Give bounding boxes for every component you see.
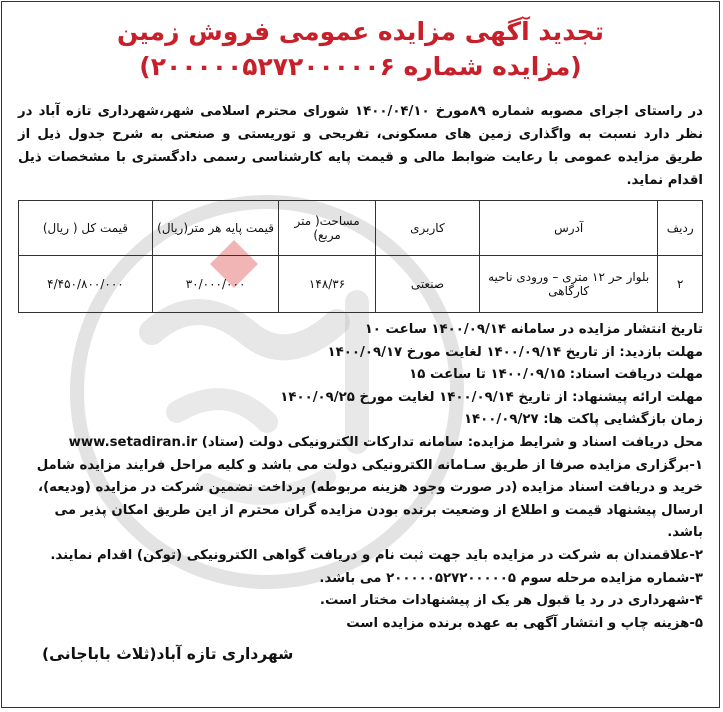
header-area: مساحت( متر مربع) xyxy=(279,201,376,256)
header-base-price: قیمت پایه هر متر(ریال) xyxy=(152,201,278,256)
cell-radif: ۲ xyxy=(658,256,703,313)
condition-item-3: ۳-شماره مزایده مرحله سوم ۲۰۰۰۰۰۵۲۷۲۰۰۰۰۰۵ می باشد. xyxy=(319,570,703,586)
offer-deadline-line: مهلت ارائه پیشنهاد: از تاریخ ۱۴۰۰/۰۹/۱۴ لغایت مورخ ۱۴۰۰/۰۹/۲۵ xyxy=(280,389,703,405)
condition-item-4: ۴-شهرداری در رد یا قبول هر یک از پیشنهادات مختار است. xyxy=(319,593,703,609)
cell-address: بلوار حر ۱۲ متری – ورودی ناحیه کارگاهی xyxy=(479,256,657,313)
cell-usage: صنعتی xyxy=(375,256,479,313)
condition-item-1: ۱-برگزاری مزایده صرفا از طریق سـامانه الکترونیکی دولت می باشد و کلیه مراحل فرایند مزایده شامل خرید و دریافت اسناد مزایده (در صورت وجود هزینه مربوطه) پرداخت تضمین شرکت در مزایده (ودیعه)، ارسال پیشنهاد قیمت و اطلاع از وضعیت برنده بودن مزایده گران محترم از این طریق امکان پذیر می باشد. xyxy=(36,457,703,541)
condition-item-2: ۲-علاقمندان به شرکت در مزایده باید جهت ثبت نام و دریافت گواهی الکترونیکی (توکن) اقدام نمایند. xyxy=(50,547,703,563)
municipality-signature: شهرداری تازه آباد(ثلاث باباجانی) xyxy=(42,645,294,664)
docs-place-line xyxy=(18,432,703,455)
setad-website-link[interactable]: www.setadiran.ir xyxy=(68,434,198,450)
advertisement-page xyxy=(1,1,720,708)
doc-deadline-line: مهلت دریافت اسناد: ۱۴۰۰/۰۹/۱۵ تا ساعت ۱۵ xyxy=(409,367,703,383)
docs-place-text: محل دریافت اسناد و شرایط مزایده: سامانه تدارکات الکترونیکی دولت (ستاد) xyxy=(201,434,703,450)
intro-paragraph: در راستای اجرای مصوبه شماره ۸۹مورخ ۱۴۰۰/۰۴/۱۰ شورای محترم اسلامی شهر،شهرداری تازه آباد در نظر دارد نسبت به واگذاری زمین های مسکونی، تفریحی و توریستی و صنعتی به شرح جدول ذیل از طریق مزایده عمومی با رعایت ضوابط مالی و قیمت پایه کارشناسی رسمی دادگستری با مشخصات ذیل اقدام نماید. xyxy=(18,104,703,188)
land-items-table xyxy=(18,200,703,313)
auction-details xyxy=(18,319,703,635)
condition-item-5: ۵-هزینه چاپ و انتشار آگهی به عهده برنده مزایده است xyxy=(346,615,703,631)
publish-date-line: تاریخ انتشار مزایده در سامانه ۱۴۰۰/۰۹/۱۴ ساعت ۱۰ xyxy=(364,322,703,337)
auction-number-subtitle: (مزایده شماره ۲۰۰۰۰۰۵۲۷۲۰۰۰۰۰۶) xyxy=(139,52,582,81)
header-usage: کاربری xyxy=(375,201,479,256)
cell-base-price: ۳۰/۰۰۰/۰۰۰ xyxy=(152,256,278,313)
cell-total-price: ۴/۴۵۰/۸۰۰/۰۰۰ xyxy=(19,256,153,313)
visit-deadline-line: مهلت بازدید: از تاریخ ۱۴۰۰/۰۹/۱۴ لغایت مورخ ۱۴۰۰/۰۹/۱۷ xyxy=(327,344,703,360)
cell-area: ۱۴۸/۳۶ xyxy=(279,256,376,313)
header-radif: ردیف xyxy=(658,201,703,256)
table-header-row xyxy=(19,201,703,256)
header-total-price: قیمت کل ( ریال) xyxy=(19,201,153,256)
table-row xyxy=(19,256,703,313)
page-title: تجدید آگهی مزایده عمومی فروش زمین xyxy=(116,17,605,46)
header-address: آدرس xyxy=(479,201,657,256)
opening-date-line: زمان بازگشایی پاکت ها: ۱۴۰۰/۰۹/۲۷ xyxy=(463,412,703,428)
